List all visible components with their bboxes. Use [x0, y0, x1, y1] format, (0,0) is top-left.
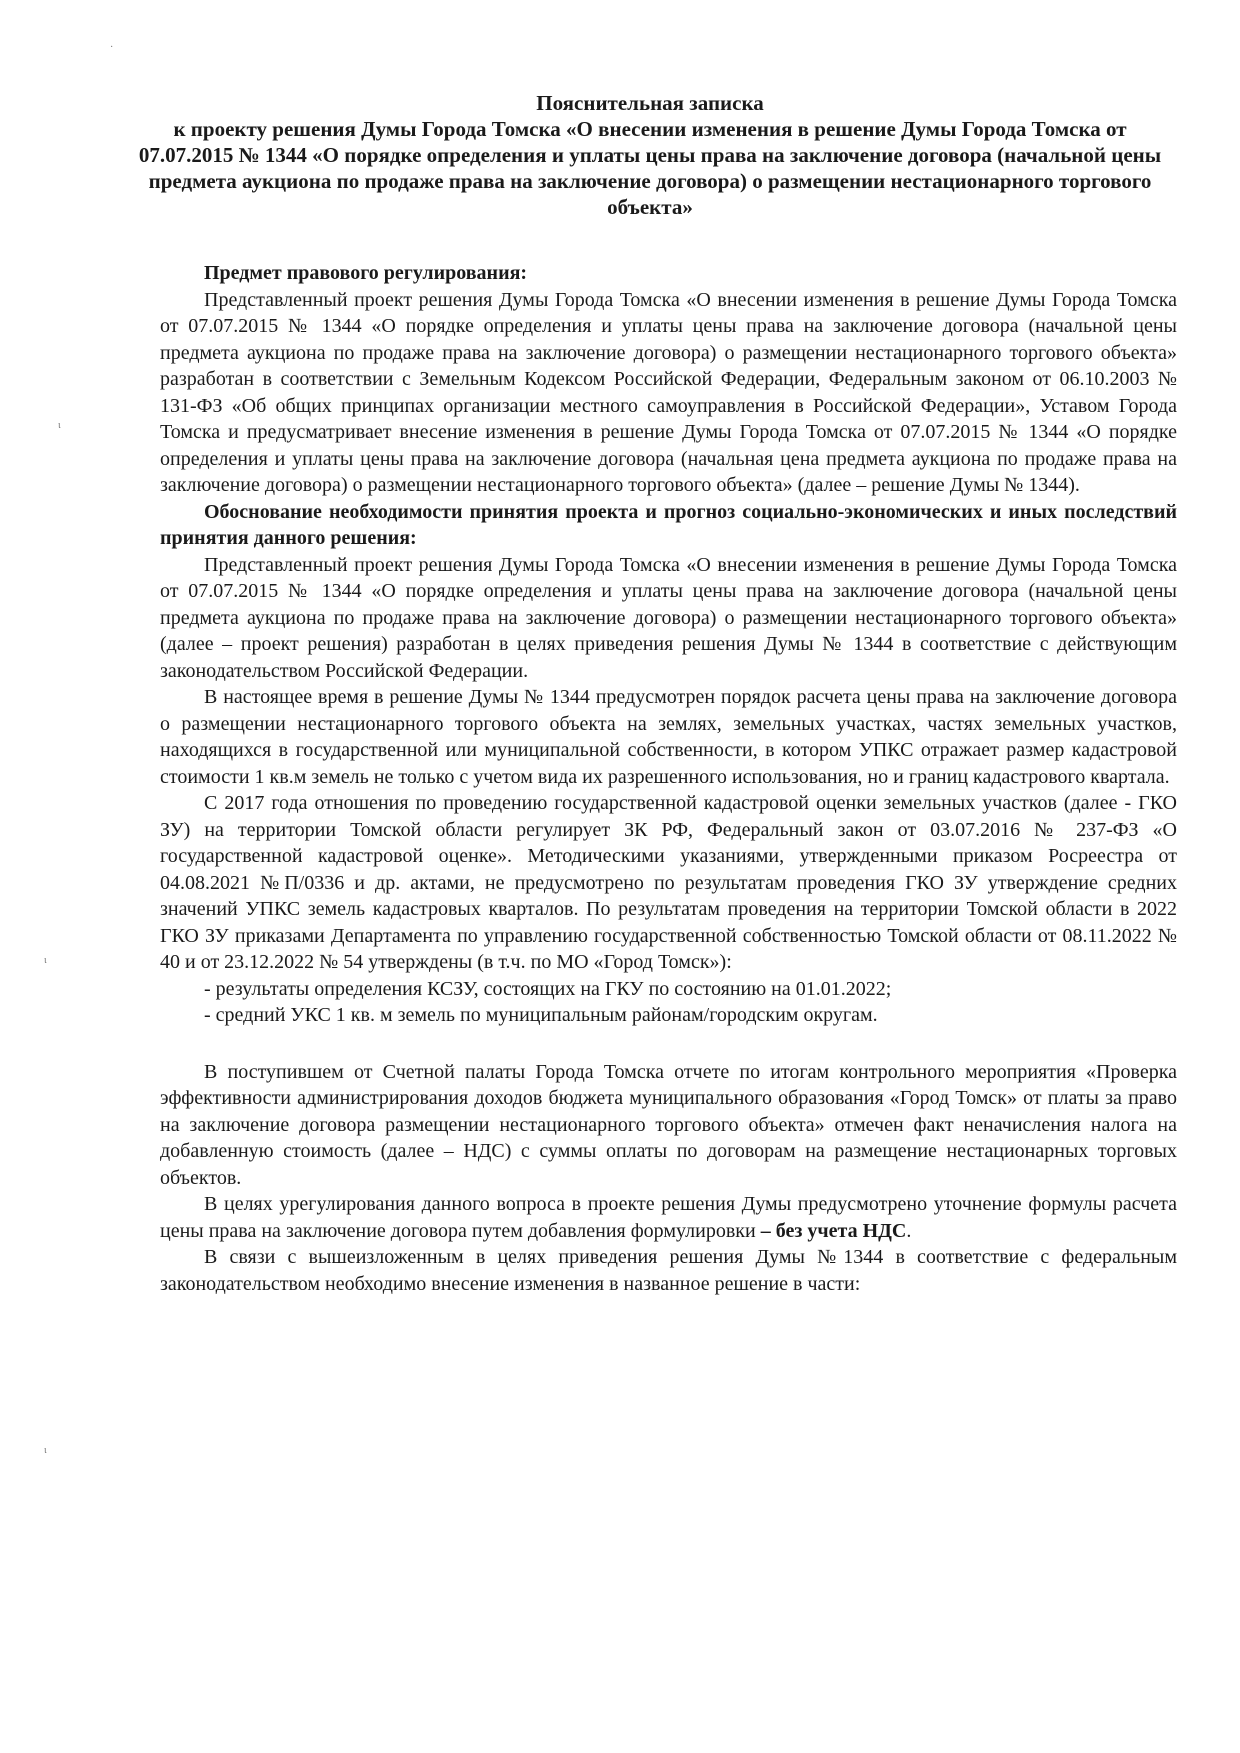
vat-paragraph: [160, 1191, 1177, 1244]
document-title: [130, 90, 1170, 220]
audit-paragraph: В поступившем от Счетной палаты Города Томска отчете по итогам контрольного мероприятия «Проверка эффективности администрирования доходов бюджета муниципального образования «Город Томск» от платы за право на заключение договора размещении нестационарного торгового объекта» отмечен факт неначисления налога на добавленную стоимость (далее – НДС) с суммы оплаты по договорам на размещение нестационарных торговых объектов.: [160, 1060, 1177, 1189]
vat-paragraph-emphasis: – без учета НДС: [760, 1219, 907, 1242]
subject-heading: Предмет правового регулирования:: [204, 262, 528, 284]
paragraph-gap: [160, 1029, 1177, 1059]
title-line-2: к проекту решения Думы Города Томска «О внесении изменения в решение Думы Города Томска от 07.07.2015 № 1344 «О порядке определения и уплаты цены права на заключение договора (начальной цены предмета аукциона по продаже права на заключение договора) о размещении нестационарного торгового объекта»: [138, 117, 1162, 219]
scan-speck: ι: [58, 420, 61, 431]
bullet-item-2: - средний УКС 1 кв. м земель по муниципальным районам/городским округам.: [204, 1004, 878, 1026]
scan-speck: ·: [110, 42, 114, 53]
bullet-item-1: - результаты определения КСЗУ, состоящих на ГКУ по состоянию на 01.01.2022;: [204, 977, 892, 1000]
scan-speck: ι: [44, 955, 47, 966]
vat-paragraph-lead: В целях урегулирования данного вопроса в проекте решения Думы предусмотрено уточнение формулы расчета цены права на заключение договора путем добавления формулировки: [160, 1193, 1177, 1242]
rationale-paragraph-3: С 2017 года отношения по проведению государственной кадастровой оценки земельных участков (далее - ГКО ЗУ) на территории Томской области регулирует ЗК РФ, Федеральный закон от 03.07.2016 № 237-ФЗ «О государственной кадастровой оценке». Методическими указаниями, утвержденными приказом Росреестра от 04.08.2021 №П/0336 и др. актами, не предусмотрено по результатам проведения ГКО ЗУ утверждение средних значений УПКС земель кадастровых кварталов. По результатам проведения на территории Томской области в 2022 ГКО ЗУ приказами Департамента по управлению государственной собственностью Томской области от 08.11.2022 № 40 и от 23.12.2022 № 54 утверждены (в т.ч. по МО «Город Томск»):: [160, 792, 1177, 973]
scan-speck: ι: [44, 1445, 47, 1456]
rationale-heading: Обоснование необходимости принятия проекта и прогноз социально-экономических и иных последствий принятия данного решения:: [160, 500, 1177, 549]
final-paragraph: В связи с вышеизложенным в целях приведения решения Думы №1344 в соответствие с федеральным законодательством необходимо внесение изменения в названное решение в части:: [160, 1246, 1177, 1295]
rationale-paragraph-2: В настоящее время в решение Думы № 1344 предусмотрен порядок расчета цены права на заключение договора о размещении нестационарного торгового объекта на землях, земельных участках, частях земельных участков, находящихся в государственной или муниципальной собственности, в котором УПКС отражает размер кадастровой стоимости 1 кв.м земель не только с учетом вида их разрешенного использования, но и границ кадастрового квартала.: [160, 686, 1177, 788]
title-line-1: Пояснительная записка: [536, 91, 764, 115]
vat-paragraph-end: .: [906, 1219, 912, 1242]
subject-text: Представленный проект решения Думы Города Томска «О внесении изменения в решение Думы Города Томска от 07.07.2015 № 1344 «О порядке определения и уплаты цены права на заключение договора (начальной цены предмета аукциона по продаже права на заключение договора) о размещении нестационарного торгового объекта» разработан в соответствии с Земельным Кодексом Российской Федерации, Федеральным законом от 06.10.2003 № 131-ФЗ «Об общих принципах организации местного самоуправления в Российской Федерации», Уставом Города Томска и предусматривает внесение изменения в решение Думы Города Томска от 07.07.2015 № 1344 «О порядке определения и уплаты цены права на заключение договора (начальная цена предмета аукциона по продаже права на заключение договора) о размещении нестационарного торгового объекта» (далее – решение Думы № 1344).: [160, 288, 1177, 496]
rationale-paragraph-1: Представленный проект решения Думы Города Томска «О внесении изменения в решение Думы Города Томска от 07.07.2015 № 1344 «О порядке определения и уплаты цены права на заключение договора (начальной цены предмета аукциона по продаже права на заключение договора) о размещении нестационарного торгового объекта» (далее – проект решения) разработан в целях приведения решения Думы № 1344 в соответствие с действующим законодательством Российской Федерации.: [160, 553, 1177, 682]
document-body: [160, 260, 1177, 1297]
